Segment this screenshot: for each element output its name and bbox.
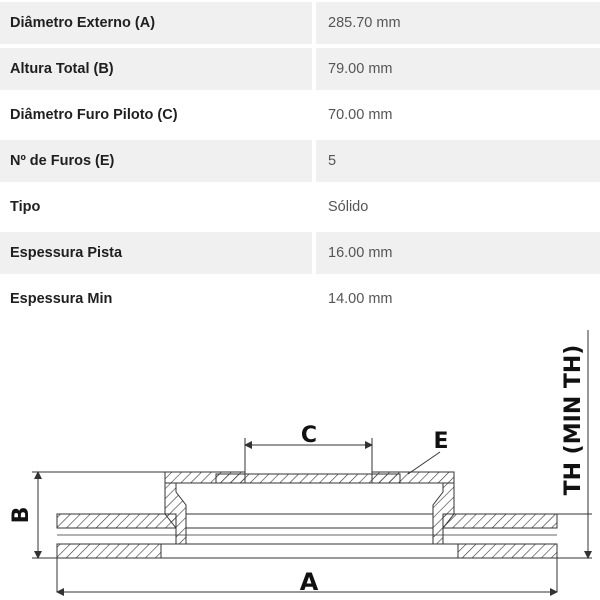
- spec-label: Nº de Furos (E): [0, 140, 312, 182]
- dim-b-label: B: [9, 506, 34, 524]
- spec-row-pilot-hole: [0, 92, 600, 138]
- spec-label: Tipo: [10, 199, 41, 215]
- spec-label: Altura Total (B): [0, 48, 312, 90]
- dim-a-label: A: [299, 568, 319, 596]
- lower-plate-left: [57, 544, 161, 558]
- spec-label: Diâmetro Furo Piloto (C): [10, 107, 178, 123]
- spec-label: Diâmetro Externo (A): [0, 2, 312, 44]
- spec-value: 79.00 mm: [316, 48, 600, 90]
- dim-c-label: C: [300, 423, 318, 448]
- lower-plate-center: [161, 544, 458, 558]
- dim-th-label: TH (MIN TH): [561, 344, 586, 496]
- hat-top-middle: [216, 474, 400, 483]
- dim-e-leader: [408, 452, 440, 474]
- dim-e-label: E: [433, 429, 449, 454]
- spec-value: 70.00 mm: [328, 107, 393, 123]
- spec-row-hole-count: [0, 138, 600, 184]
- spec-label: Espessura Min: [10, 291, 113, 307]
- spec-value: 5: [316, 140, 600, 182]
- upper-plate-right: [443, 514, 557, 528]
- upper-plate-center: [186, 514, 433, 528]
- spec-value: 16.00 mm: [316, 232, 600, 274]
- spec-value: 285.70 mm: [316, 2, 600, 44]
- spec-row-track-thickness: [0, 230, 600, 276]
- brake-disc-diagram: [0, 325, 600, 600]
- spec-label: Espessura Pista: [0, 232, 312, 274]
- upper-plate-left: [57, 514, 176, 528]
- spec-row-total-height: [0, 46, 600, 92]
- lower-plate-right: [458, 544, 557, 558]
- spec-value: 14.00 mm: [328, 291, 393, 307]
- spec-row-min-thickness: [0, 276, 600, 322]
- spec-value: Sólido: [328, 199, 369, 215]
- spec-row-type: [0, 184, 600, 230]
- spec-row-outer-diameter: [0, 0, 600, 46]
